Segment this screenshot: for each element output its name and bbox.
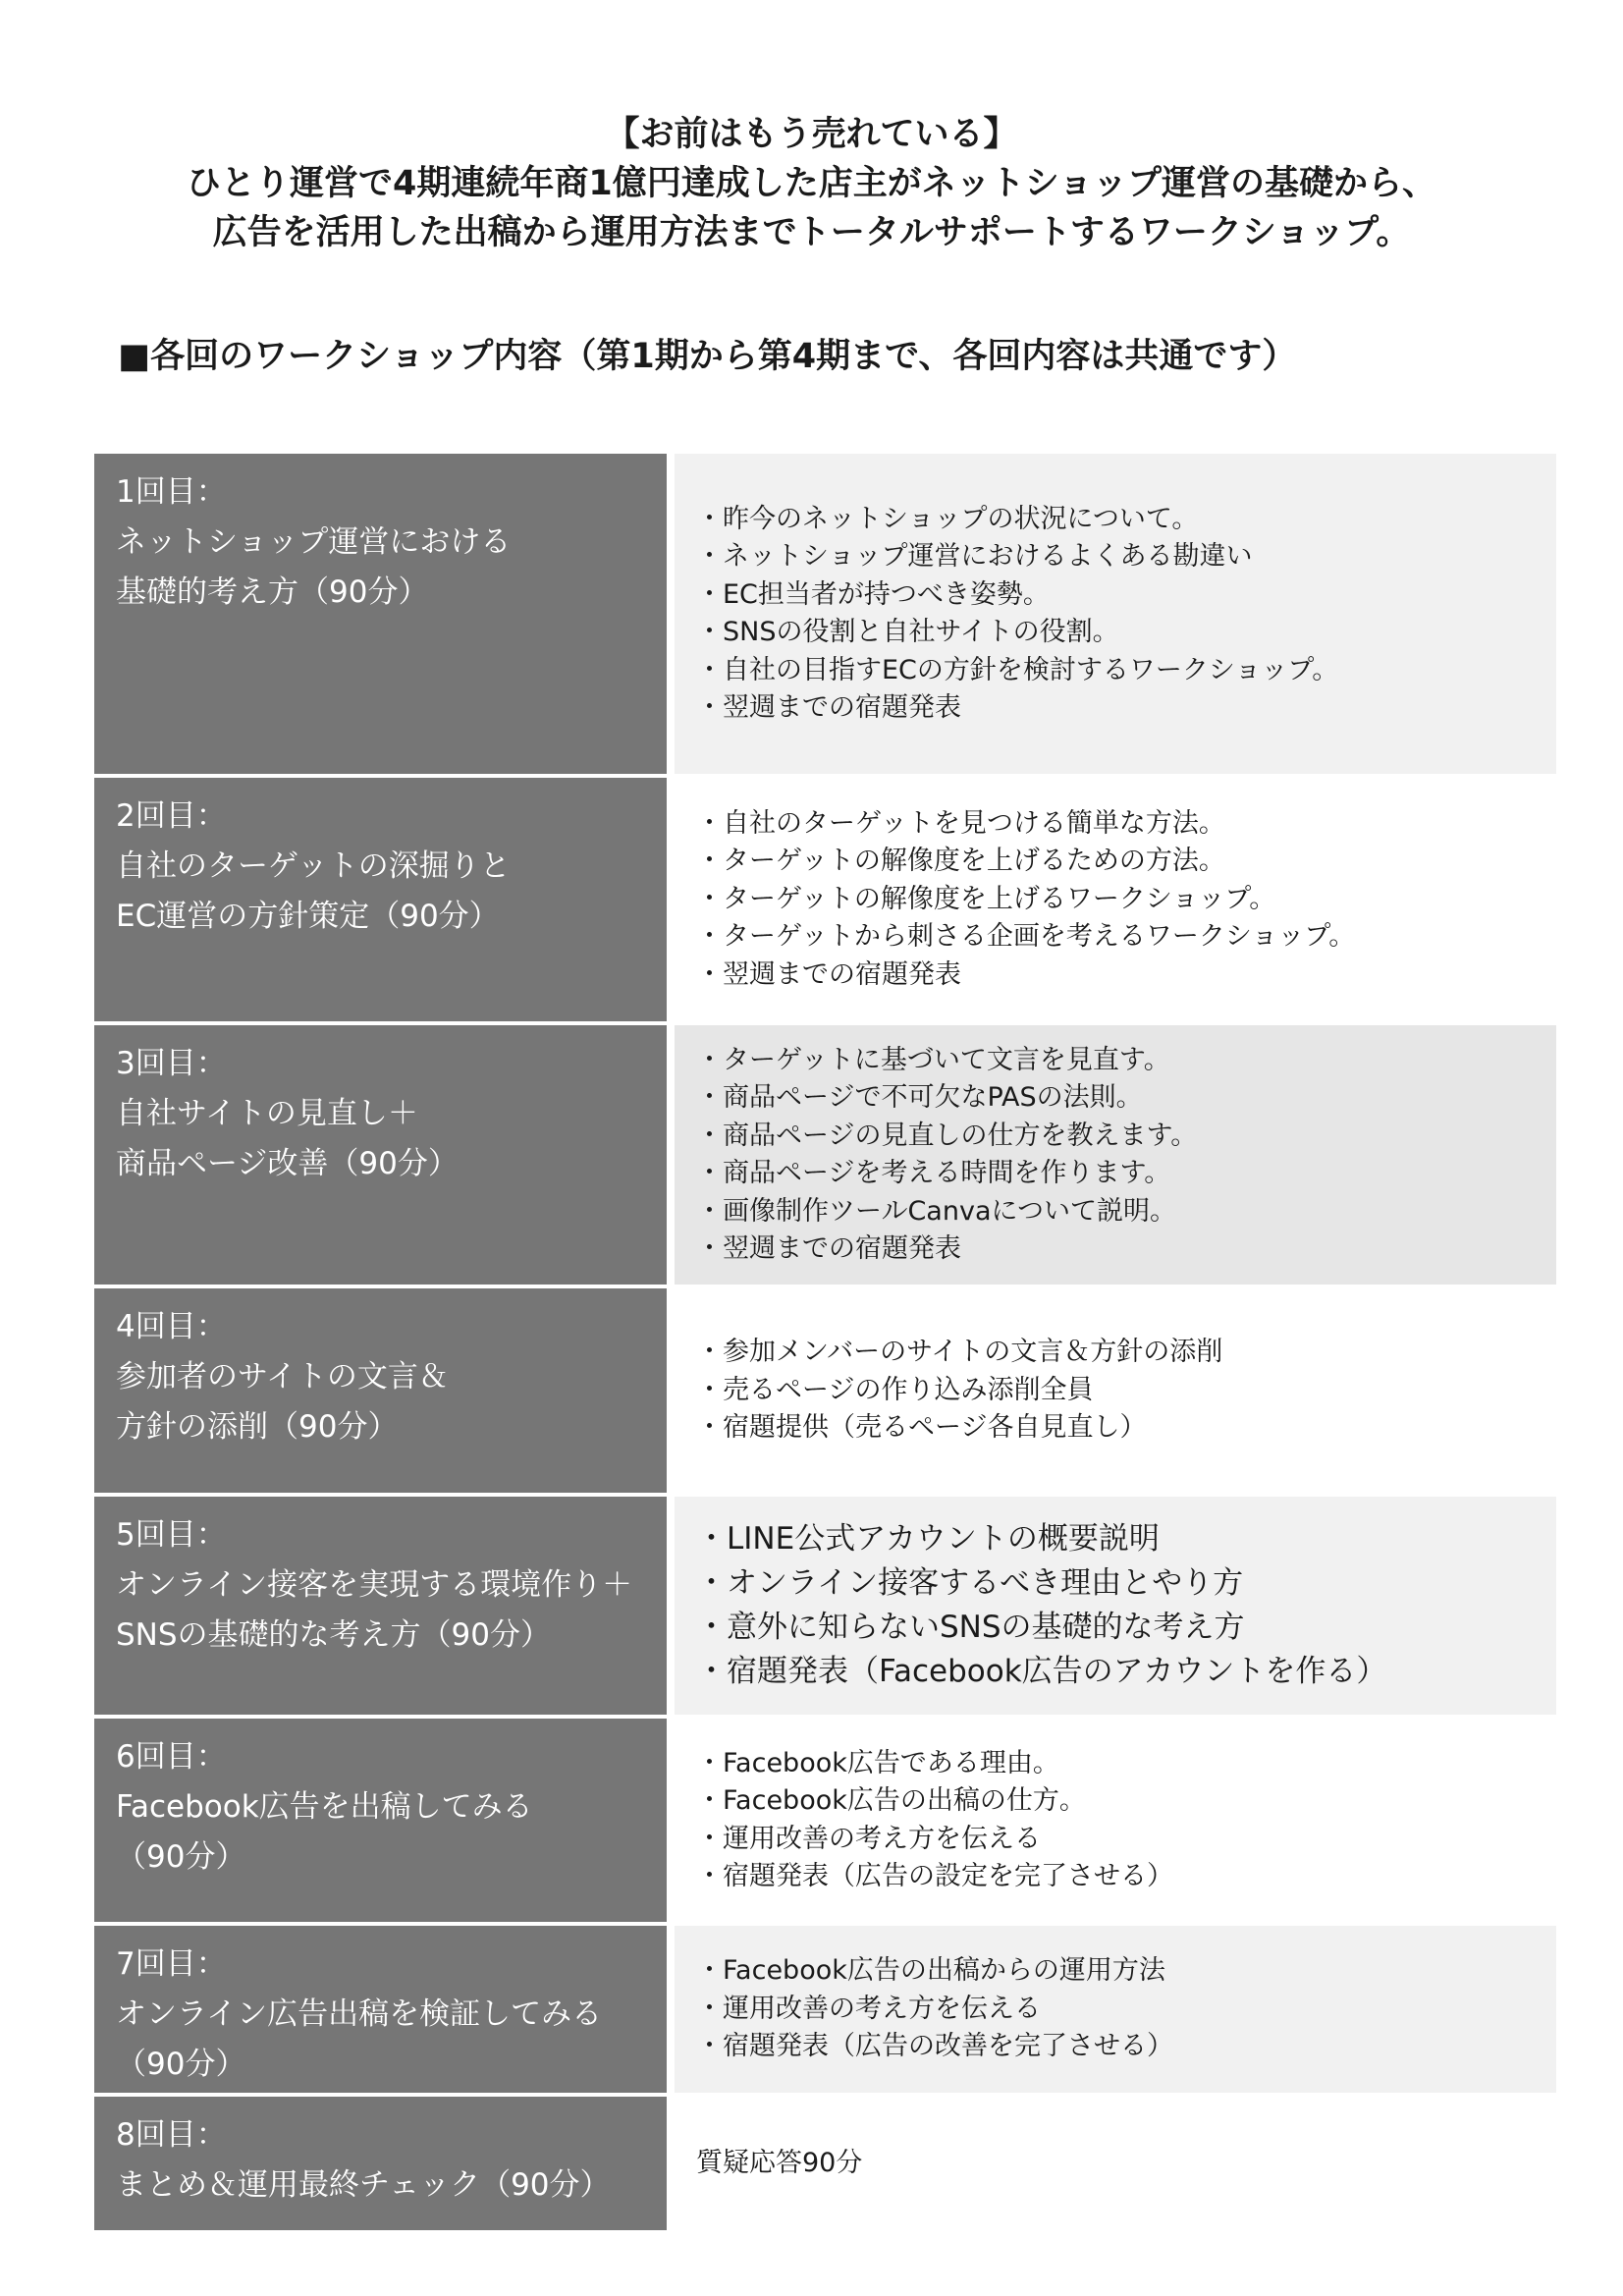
content-item: ・自社の目指すECの方針を検討するワークショップ。 [696,654,1339,685]
session-row-3 [94,1025,1556,1288]
session-title-cell [94,2097,667,2230]
content-item: ・売るページの作り込み添削全員 [696,1374,1094,1405]
content-item: ・宿題提供（売るページ各自見直し） [696,1412,1147,1444]
header-subtitle-line-1: ひとり運営で4期連続年商1億円達成した店主がネットショップ運営の基礎から、 [186,164,1436,203]
session-title-line: まとめ＆運用最終チェック（90分） [116,2167,611,2203]
content-item: ・運用改善の考え方を伝える [696,1993,1041,2024]
session-number: 1回目： [116,474,227,510]
session-number: 4回目： [116,1309,227,1344]
session-title-line: SNSの基礎的な考え方（90分） [116,1617,551,1653]
content-item: ・ターゲットの解像度を上げるワークショップ。 [696,883,1276,914]
content-item: ・オンライン接客するべき理由とやり方 [696,1565,1244,1601]
content-item: ・宿題発表（Facebook広告のアカウントを作る） [696,1654,1387,1689]
session-title-line: 方針の添削（90分） [116,1409,399,1445]
session-title-line: 参加者のサイトの文言＆ [116,1359,449,1394]
session-title-line: 商品ページ改善（90分） [116,1146,459,1181]
session-content-cell [675,1719,1556,1922]
content-item: ・Facebook広告である理由。 [696,1747,1059,1778]
content-item: ・ターゲットから刺さる企画を考えるワークショップ。 [696,921,1356,953]
session-row-1 [94,454,1556,778]
session-title-line: Facebook広告を出稿してみる [116,1789,533,1825]
session-number: 5回目： [116,1517,227,1553]
content-item: ・宿題発表（広告の設定を完了させる） [696,1861,1173,1891]
content-item: ・翌週までの宿題発表 [696,1233,961,1264]
section-heading: ■各回のワークショップ内容（第1期から第4期まで、各回内容は共通です） [118,337,1297,376]
session-row-5 [94,1497,1556,1719]
session-number: 8回目： [116,2117,227,2153]
session-title-cell [94,778,667,1021]
session-title-cell [94,1288,667,1493]
session-title-cell [94,1025,667,1285]
session-content-cell [675,1288,1556,1493]
session-title-line: 自社サイトの見直し＋ [116,1096,418,1131]
session-content-cell [675,454,1556,774]
content-item: ・翌週までの宿題発表 [696,692,961,723]
content-item: ・LINE公式アカウントの概要説明 [696,1521,1160,1557]
content-item: ・昨今のネットショップの状況について。 [696,503,1199,534]
session-content-cell [675,1926,1556,2093]
session-title-line: ネットショップ運営における [116,524,512,560]
session-row-7 [94,1926,1556,2097]
content-item: ・宿題発表（広告の改善を完了させる） [696,2031,1173,2062]
content-item: ・翌週までの宿題発表 [696,958,961,990]
session-title-line: （90分） [116,2047,246,2082]
session-title-cell [94,1926,667,2093]
session-title-line: オンライン接客を実現する環境作り＋ [116,1567,633,1603]
session-number: 3回目： [116,1046,227,1081]
content-item: ・商品ページを考える時間を作ります。 [696,1158,1171,1188]
session-title-cell [94,1719,667,1922]
content-item: ・ネットショップ運営におけるよくある勘違い [696,541,1253,572]
content-item: ・Facebook広告の出稿からの運用方法 [696,1955,1165,1987]
session-title-line: オンライン広告出稿を検証してみる [116,1996,603,2032]
session-row-2 [94,778,1556,1025]
document-header [0,110,1623,257]
session-row-4 [94,1288,1556,1497]
content-item: ・ターゲットに基づいて文言を見直す。 [696,1044,1170,1075]
session-number: 2回目： [116,798,227,834]
content-item: ・自社のターゲットを見つける簡単な方法。 [696,807,1225,839]
session-title-cell [94,454,667,774]
content-item: ・EC担当者が持つべき姿勢。 [696,578,1050,610]
session-number: 7回目： [116,1946,227,1982]
content-item: ・ターゲットの解像度を上げるための方法。 [696,846,1225,877]
session-content-cell [675,1497,1556,1715]
header-subtitle-line-2: 広告を活用した出稿から運用方法までトータルサポートするワークショップ。 [212,213,1411,252]
session-row-8 [94,2097,1556,2230]
header-tagline: 【お前はもう売れている】 [605,115,1018,154]
session-title-line: EC運営の方針策定（90分） [116,899,500,934]
session-content-cell [675,2097,1556,2230]
session-title-line: （90分） [116,1839,246,1875]
session-title-line: 自社のターゲットの深掘りと [116,848,511,884]
session-row-6 [94,1719,1556,1926]
session-content-cell [675,1025,1556,1285]
content-item: 質疑応答90分 [696,2147,863,2178]
session-title-line: 基礎的考え方（90分） [116,574,429,610]
session-content-cell [675,778,1556,1021]
workshop-schedule-table [94,454,1556,2230]
content-item: ・参加メンバーのサイトの文言＆方針の添削 [696,1337,1223,1368]
content-item: ・意外に知らないSNSの基礎的な考え方 [696,1610,1245,1645]
content-item: ・商品ページで不可欠なPASの法則。 [696,1082,1143,1113]
session-number: 6回目： [116,1739,227,1775]
content-item: ・Facebook広告の出稿の仕方。 [696,1785,1086,1816]
content-item: ・画像制作ツールCanvaについて説明。 [696,1195,1176,1227]
content-item: ・SNSの役割と自社サイトの役割。 [696,617,1119,647]
content-item: ・商品ページの見直しの仕方を教えます。 [696,1120,1198,1151]
session-title-cell [94,1497,667,1715]
content-item: ・運用改善の考え方を伝える [696,1823,1041,1854]
